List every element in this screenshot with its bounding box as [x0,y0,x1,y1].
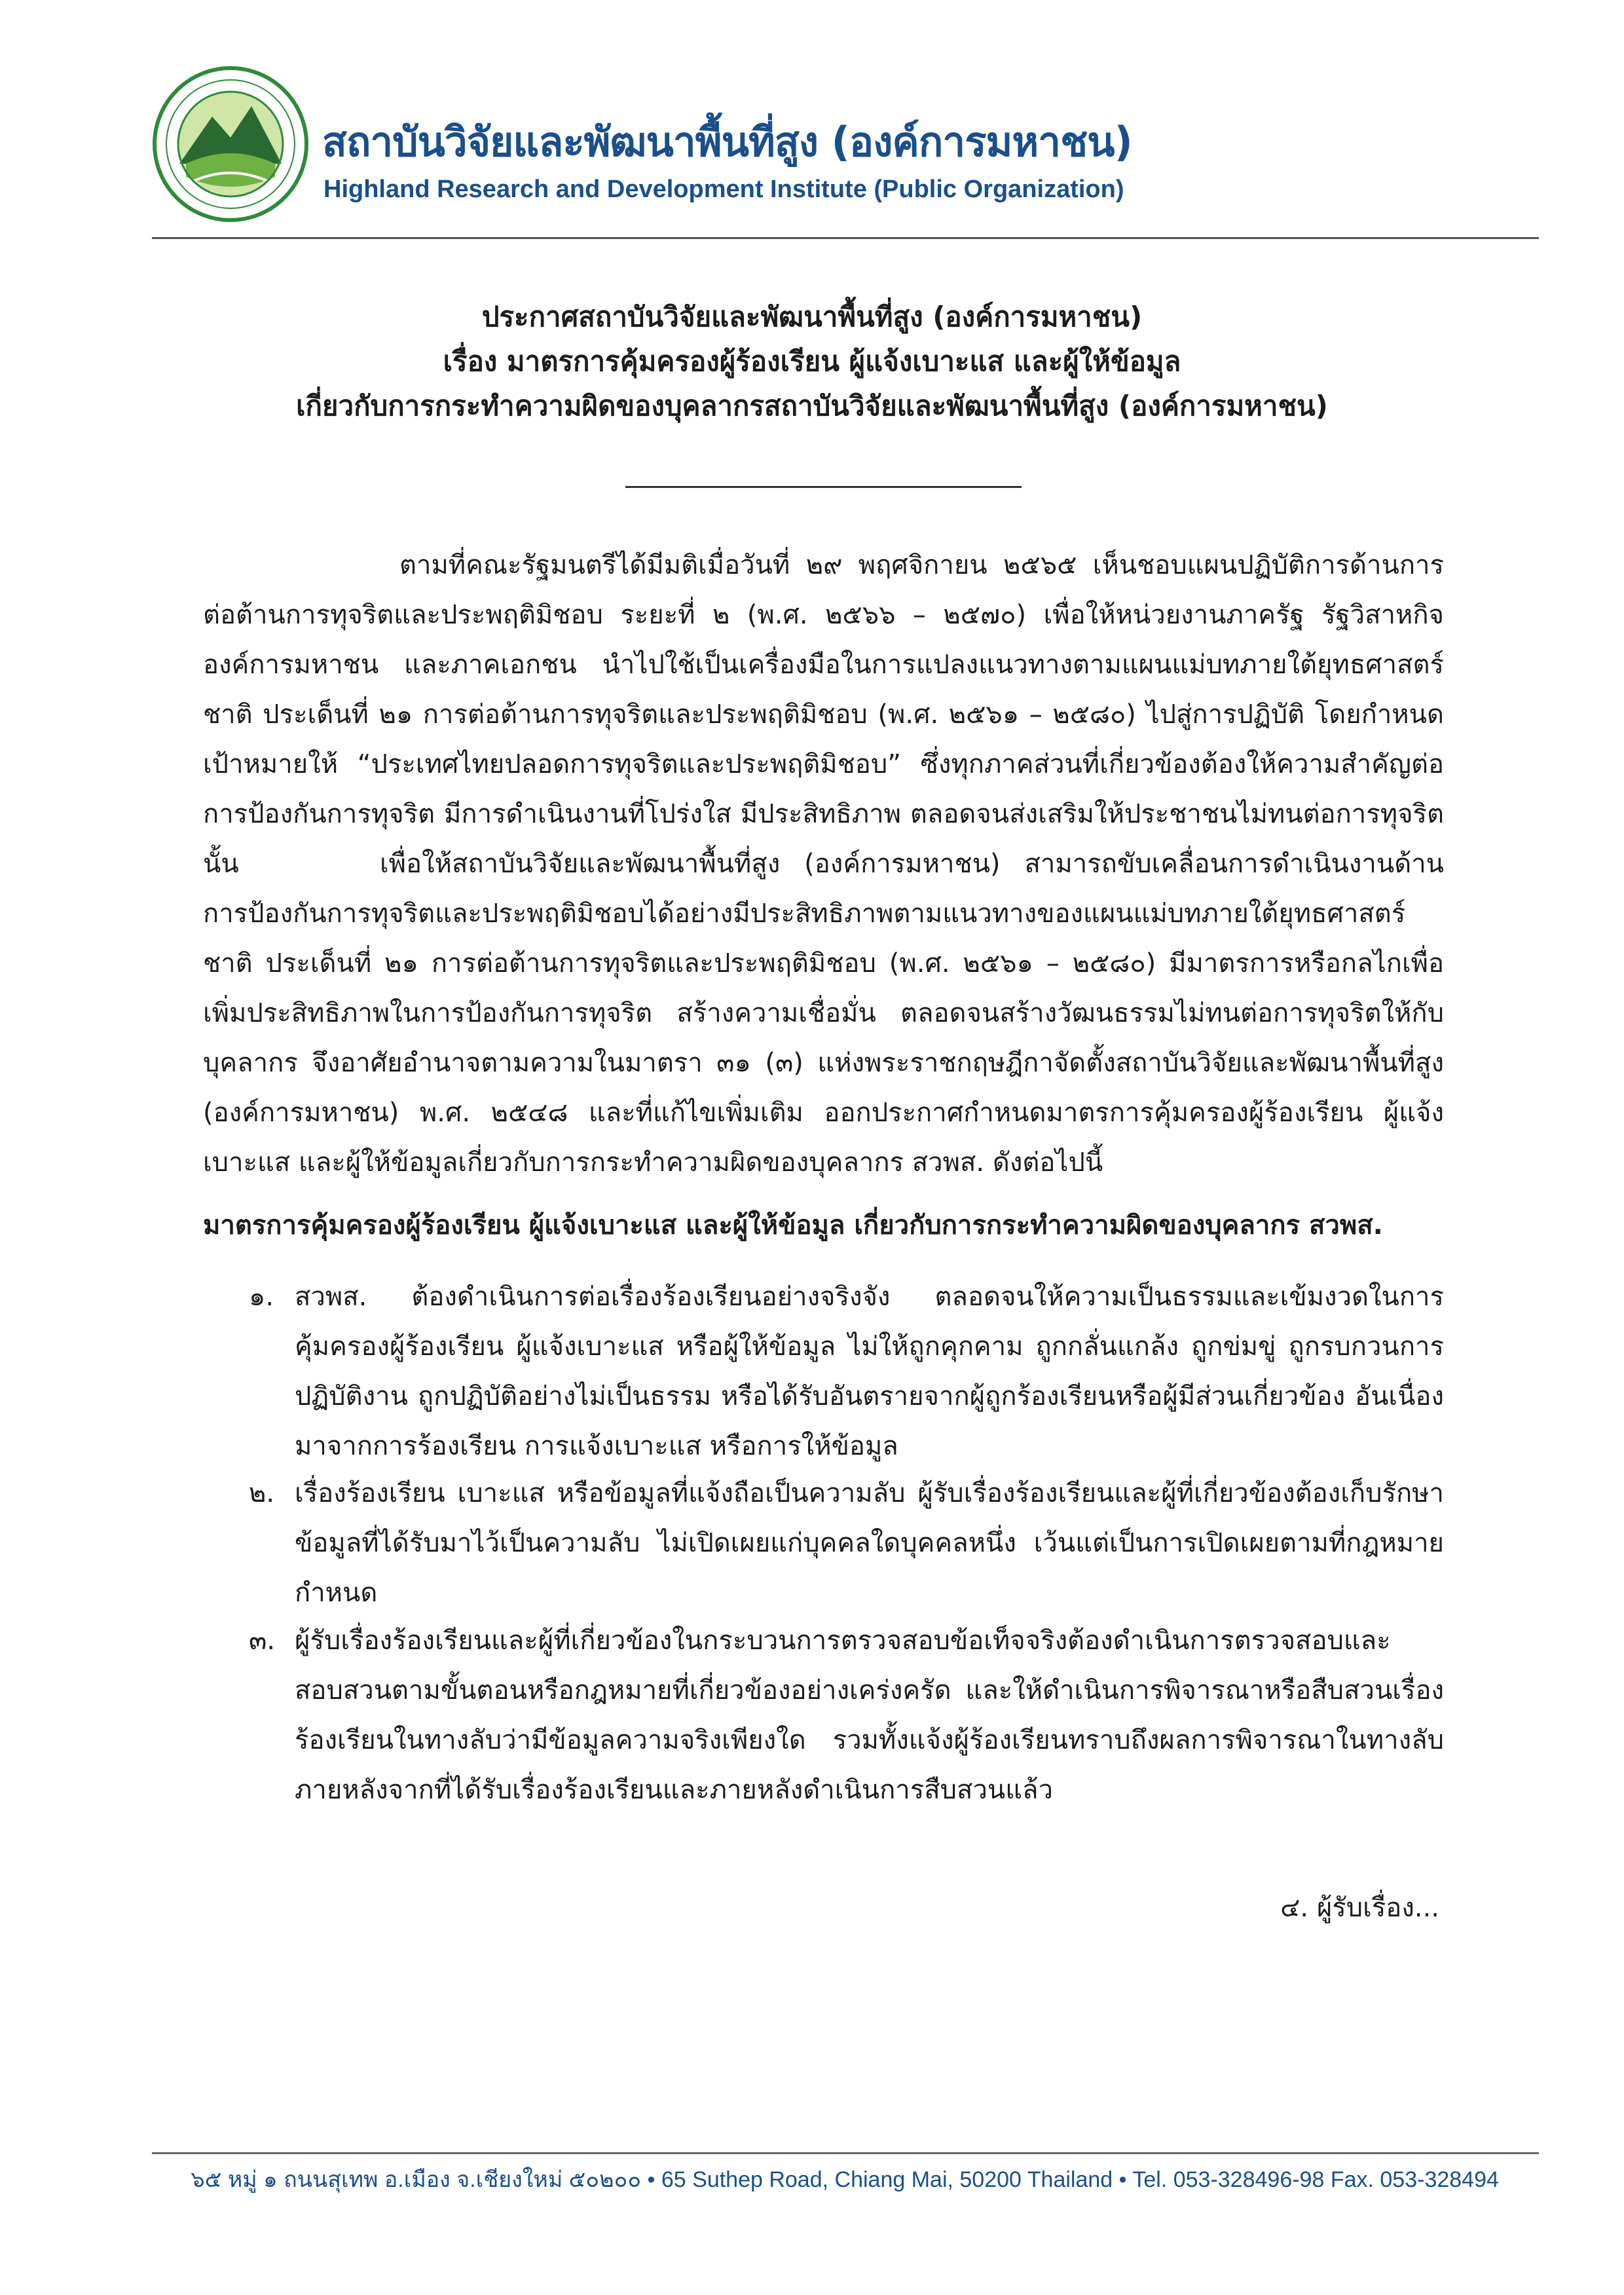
header-divider [152,237,1539,239]
hrdi-mountain-seal-icon [152,65,309,223]
org-name-thai: สถาบันวิจัยและพัฒนาพื้นที่สูง (องค์การมหาชน) [322,118,1132,166]
organization-logo [152,65,309,223]
footer-divider [152,2152,1539,2154]
footer-address: ๖๕ หมู่ ๑ ถนนสุเทพ อ.เมือง จ.เชียงใหม่ ๕๐๒๐๐ • 65 Suthep Road, Chiang Mai, 50200 Thailand • Tel. 053-328496-98 Fax. 053-328494 [191,2167,1499,2192]
org-name-english: Highland Research and Development Institute (Public Organization) [323,176,1124,203]
title-line-3: เกี่ยวกับการกระทำความผิดของบุคลากรสถาบันวิจัยและพัฒนาพื้นที่สูง (องค์การมหาชน) [296,390,1328,422]
measure-item [249,1468,1444,1618]
item-text: ผู้รับเรื่องร้องเรียนและผู้ที่เกี่ยวข้องในกระบวนการตรวจสอบข้อเท็จจริงต้องดำเนินการตรวจสอบและสอบสวนตามขั้นตอนหรือกฎหมายที่เกี่ยวข้องอย่างเคร่งครัด และให้ดำเนินการพิจารณาหรือสืบสวนเรื่องร้องเรียนในทางลับว่ามีข้อมูลความจริงเพียงใด รวมทั้งแจ้งผู้ร้องเรียนทราบถึงผลการพิจารณาในทางลับภายหลังจากที่ได้รับเรื่องร้องเรียนและภายหลังดำเนินการสืบสวนแล้ว [295,1626,1444,1805]
item-text: เรื่องร้องเรียน เบาะแส หรือข้อมูลที่แจ้งถือเป็นความลับ ผู้รับเรื่องร้องเรียนและผู้ที่เกี่ยวข้องต้องเก็บรักษาข้อมูลที่ได้รับมาไว้เป็นความลับ ไม่เปิดเผยแก่บุคคลใดบุคคลหนึ่ง เว้นแต่เป็นการเปิดเผยตามที่กฎหมายกำหนด [295,1478,1444,1608]
measure-item [249,1272,1444,1471]
title-line-2: เรื่อง มาตรการคุ้มครองผู้ร้องเรียน ผู้แจ้งเบาะแส และผู้ให้ข้อมูล [443,345,1181,377]
title-line-1: ประกาศสถาบันวิจัยและพัฒนาพื้นที่สูง (องค์การมหาชน) [481,301,1143,333]
measures-heading: มาตรการคุ้มครองผู้ร้องเรียน ผู้แจ้งเบาะแส และผู้ให้ข้อมูล เกี่ยวกับการกระทำความผิดของบุคลากร สวพส. [203,1210,1383,1241]
item-number: ๑. [249,1282,274,1312]
item-number: ๓. [249,1626,276,1656]
item-text: สวพส. ต้องดำเนินการต่อเรื่องร้องเรียนอย่างจริงจัง ตลอดจนให้ความเป็นธรรมและเข้มงวดในการคุ้มครองผู้ร้องเรียน ผู้แจ้งเบาะแส หรือผู้ให้ข้อมูล ไม่ให้ถูกคุกคาม ถูกกลั่นแกล้ง ถูกข่มขู่ ถูกรบกวนการปฏิบัติงาน ถูกปฏิบัติอย่างไม่เป็นธรรม หรือได้รับอันตรายจากผู้ถูกร้องเรียนหรือผู้มีส่วนเกี่ยวข้อง อันเนื่องมาจากการร้องเรียน การแจ้งเบาะแส หรือการให้ข้อมูล [295,1282,1444,1461]
announcement-title [157,295,1467,428]
item-number: ๒. [249,1478,275,1508]
preamble-paragraph: ตามที่คณะรัฐมนตรีได้มีมติเมื่อวันที่ ๒๙ พฤศจิกายน ๒๕๖๕ เห็นชอบแผนปฏิบัติการด้านการต่อต้านการทุจริตและประพฤติมิชอบ ระยะที่ ๒ (พ.ศ. ๒๕๖๖ – ๒๕๗๐) เพื่อให้หน่วยงานภาครัฐ รัฐวิสาหกิจ องค์การมหาชน และภาคเอกชน นำไปใช้เป็นเครื่องมือในการแปลงแนวทางตามแผนแม่บทภายใต้ยุทธศาสตร์ชาติ ประเด็นที่ ๒๑ การต่อต้านการทุจริตและประพฤติมิชอบ (พ.ศ. ๒๕๖๑ – ๒๕๘๐) ไปสู่การปฏิบัติ โดยกำหนดเป้าหมายให้ “ประเทศไทยปลอดการทุจริตและประพฤติมิชอบ” ซึ่งทุกภาคส่วนที่เกี่ยวข้องต้องให้ความสำคัญต่อการป้องกันการทุจริต มีการดำเนินงานที่โปร่งใส มีประสิทธิภาพ ตลอดจนส่งเสริมให้ประชาชนไม่ทนต่อการทุจริต นั้น [203,550,1444,879]
page-continuation: ๔. ผู้รับเรื่อง... [1280,1893,1439,1923]
purpose-paragraph: เพื่อให้สถาบันวิจัยและพัฒนาพื้นที่สูง (องค์การมหาชน) สามารถขับเคลื่อนการดำเนินงานด้านการป้องกันการทุจริตและประพฤติมิชอบได้อย่างมีประสิทธิภาพตามแนวทางของแผนแม่บทภายใต้ยุทธศาสตร์ชาติ ประเด็นที่ ๒๑ การต่อต้านการทุจริตและประพฤติมิชอบ (พ.ศ. ๒๕๖๑ – ๒๕๘๐) มีมาตรการหรือกลไกเพื่อเพิ่มประสิทธิภาพในการป้องกันการทุจริต สร้างความเชื่อมั่น ตลอดจนสร้างวัฒนธรรมไม่ทนต่อการทุจริตให้กับบุคลากร จึงอาศัยอำนาจตามความในมาตรา ๓๑ (๓) แห่งพระราชกฤษฎีกาจัดตั้งสถาบันวิจัยและพัฒนาพื้นที่สูง (องค์การมหาชน) พ.ศ. ๒๕๔๘ และที่แก้ไขเพิ่มเติม ออกประกาศกำหนดมาตรการคุ้มครองผู้ร้องเรียน ผู้แจ้งเบาะแส และผู้ให้ข้อมูลเกี่ยวกับการกระทำความผิดของบุคลากร สวพส. ดังต่อไปนี้ [203,849,1444,1178]
title-divider [625,486,1022,488]
measure-item [249,1616,1444,1815]
